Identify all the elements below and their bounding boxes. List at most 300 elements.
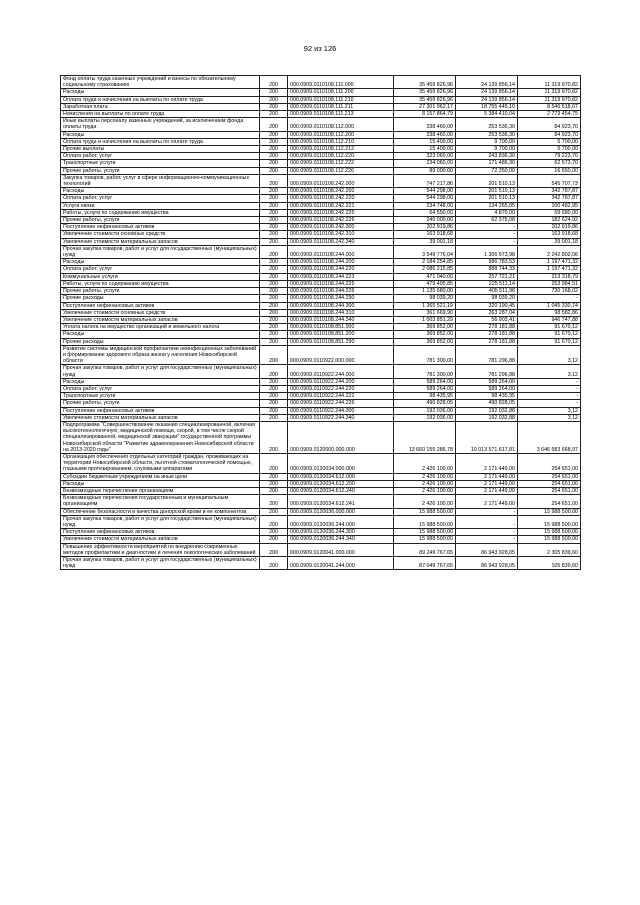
table-row <box>61 103 581 110</box>
table-row <box>61 302 581 309</box>
row-approved-cell: 1 003 851,29 <box>394 316 456 323</box>
row-executed-cell: 171 486,30 <box>456 160 518 167</box>
row-name-cell: Прочие расходы <box>61 295 260 302</box>
row-approved-cell: 589 264,00 <box>394 385 456 392</box>
row-approved-cell: 338 460,00 <box>394 118 456 131</box>
row-executed-cell: 201 510,13 <box>456 174 518 187</box>
row-name-cell: Увеличение стоимости материальных запасов <box>61 414 260 421</box>
row-kbk-cell: 000.0909.0110108.244.290 <box>288 295 394 302</box>
row-kbk-cell: 000.0909.0110108.112.200 <box>288 131 394 138</box>
row-code-cell: 200 <box>260 393 288 400</box>
table-row <box>61 508 581 515</box>
row-unexecuted-cell: 254 651,00 <box>518 487 581 494</box>
row-code-cell: 200 <box>260 238 288 245</box>
row-executed-cell: 2 171 449,00 <box>456 473 518 480</box>
table-row <box>61 118 581 131</box>
row-executed-cell: 201 510,13 <box>456 188 518 195</box>
table-row <box>61 89 581 96</box>
row-kbk-cell: 000.0909.0110108.242.310 <box>288 231 394 238</box>
row-approved-cell: 13 660 155 286,78 <box>394 421 456 453</box>
table-row <box>61 529 581 536</box>
row-name-cell: Подпрограмма "Совершенствование оказания специализированной, включая высокотехнологичную, медицинской помощи, скорой, в том числе скорой специализированной, медицинской эвакуации" государственной программы Новосибирской области "Развитие здравоохранения Новосибирской области на 2013-2020 годы" <box>61 421 260 453</box>
row-unexecuted-cell: 2 242 802,06 <box>518 245 581 258</box>
row-approved-cell: 192 036,00 <box>394 407 456 414</box>
row-name-cell: Расходы <box>61 89 260 96</box>
row-kbk-cell: 000.0909.0110108.242.220 <box>288 195 394 202</box>
row-approved-cell: 27 301 962,17 <box>394 103 456 110</box>
table-row <box>61 160 581 167</box>
row-executed-cell: 986 783,53 <box>456 259 518 266</box>
row-kbk-cell: 000.0909.0110922.244.222 <box>288 393 394 400</box>
table-row <box>61 266 581 273</box>
row-kbk-cell: 000.0909.0110108.112.000 <box>288 118 394 131</box>
row-unexecuted-cell: 163 918,68 <box>518 231 581 238</box>
row-executed-cell: 134 265,05 <box>456 202 518 209</box>
row-code-cell: 200 <box>260 473 288 480</box>
row-executed-cell: 86 943 928,05 <box>456 557 518 570</box>
row-code-cell: 200 <box>260 309 288 316</box>
row-name-cell: Оплата работ, услуг <box>61 153 260 160</box>
row-name-cell: Прочая закупка товаров, работ и услуг для государственных (муниципальных) нужд <box>61 557 260 570</box>
row-kbk-cell: 000.0909.0110108.242.221 <box>288 202 394 209</box>
table-row <box>61 217 581 224</box>
row-approved-cell: 589 264,00 <box>394 378 456 385</box>
row-executed-cell: 278 181,88 <box>456 331 518 338</box>
row-name-cell: Поступление нефинансовых активов <box>61 529 260 536</box>
row-unexecuted-cell: 11 319 970,82 <box>518 96 581 103</box>
row-kbk-cell: 000.0909.0120034.000.000 <box>288 453 394 473</box>
row-approved-cell: 98 039,20 <box>394 295 456 302</box>
row-approved-cell: 8 157 864,79 <box>394 111 456 118</box>
row-executed-cell: 5 384 410,04 <box>456 111 518 118</box>
row-unexecuted-cell: 342 787,87 <box>518 188 581 195</box>
row-unexecuted-cell: 1 197 471,32 <box>518 259 581 266</box>
table-row <box>61 495 581 508</box>
row-unexecuted-cell: 100 482,95 <box>518 202 581 209</box>
row-executed-cell: 192 032,88 <box>456 407 518 414</box>
row-approved-cell: 35 459 826,96 <box>394 96 456 103</box>
row-approved-cell: 369 852,00 <box>394 324 456 331</box>
row-approved-cell: 338 460,00 <box>394 131 456 138</box>
row-name-cell: Расходы <box>61 378 260 385</box>
row-approved-cell: 35 459 826,96 <box>394 76 456 89</box>
row-kbk-cell: 000.0909.0120041.244.000 <box>288 557 394 570</box>
table-row <box>61 385 581 392</box>
row-kbk-cell: 000.0909.0120036.244.000 <box>288 515 394 528</box>
row-executed-cell: - <box>456 508 518 515</box>
row-code-cell: 200 <box>260 131 288 138</box>
row-executed-cell: - <box>456 238 518 245</box>
row-executed-cell: 405 511,98 <box>456 288 518 295</box>
row-unexecuted-cell: - <box>518 385 581 392</box>
row-approved-cell: 15 400,00 <box>394 138 456 145</box>
row-executed-cell: 278 181,88 <box>456 338 518 345</box>
row-executed-cell: 9 700,00 <box>456 146 518 153</box>
row-unexecuted-cell: 11 319 970,82 <box>518 89 581 96</box>
row-executed-cell: 10 013 571 617,81 <box>456 421 518 453</box>
row-approved-cell: 544 298,00 <box>394 188 456 195</box>
row-code-cell: 200 <box>260 138 288 145</box>
row-unexecuted-cell: 79 223,70 <box>518 153 581 160</box>
row-kbk-cell: 000.0909.0120000.000.000 <box>288 421 394 453</box>
table-row <box>61 111 581 118</box>
row-executed-cell: 201 510,13 <box>456 195 518 202</box>
table-row <box>61 174 581 187</box>
table-row <box>61 324 581 331</box>
row-code-cell: 200 <box>260 421 288 453</box>
row-kbk-cell: 000.0909.0110108.851.200 <box>288 331 394 338</box>
row-unexecuted-cell: 98 582,86 <box>518 309 581 316</box>
row-name-cell: Услуги связи <box>61 202 260 209</box>
table-row <box>61 378 581 385</box>
row-executed-cell: 320 190,45 <box>456 302 518 309</box>
row-code-cell: 200 <box>260 96 288 103</box>
row-code-cell: 200 <box>260 89 288 96</box>
row-name-cell: Закупка товаров, работ, услуг в сфере информационно-коммуникационных технологий <box>61 174 260 187</box>
row-executed-cell: 225 511,14 <box>456 280 518 287</box>
row-code-cell: 200 <box>260 188 288 195</box>
row-kbk-cell: 000.0909.0110108.242.340 <box>288 238 394 245</box>
row-approved-cell: 234 748,00 <box>394 202 456 209</box>
row-name-cell: Прочие выплаты <box>61 146 260 153</box>
row-executed-cell: - <box>456 231 518 238</box>
row-name-cell: Оплата работ, услуг <box>61 195 260 202</box>
row-approved-cell: 15 988 500,00 <box>394 515 456 528</box>
row-unexecuted-cell: 91 670,12 <box>518 324 581 331</box>
row-approved-cell: 2 426 100,00 <box>394 480 456 487</box>
row-approved-cell: 361 669,90 <box>394 309 456 316</box>
row-unexecuted-cell: 3,12 <box>518 414 581 421</box>
row-code-cell: 200 <box>260 174 288 187</box>
row-code-cell: 200 <box>260 195 288 202</box>
row-approved-cell: 15 988 500,00 <box>394 536 456 543</box>
row-unexecuted-cell: 15 988 500,00 <box>518 515 581 528</box>
row-code-cell: 200 <box>260 385 288 392</box>
row-approved-cell: 15 988 500,00 <box>394 529 456 536</box>
row-kbk-cell: 000.0909.0110108.112.210 <box>288 138 394 145</box>
row-kbk-cell: 000.0909.0110108.244.226 <box>288 288 394 295</box>
row-kbk-cell: 000.0909.0110108.244.310 <box>288 309 394 316</box>
page-number-header: 92 из 126 <box>303 44 337 53</box>
row-kbk-cell: 000.0909.0110108.112.222 <box>288 160 394 167</box>
row-code-cell: 200 <box>260 245 288 258</box>
row-approved-cell: 89 000,00 <box>394 167 456 174</box>
row-approved-cell: 2 086 215,85 <box>394 266 456 273</box>
row-kbk-cell: 000.0909.0120034.612.000 <box>288 473 394 480</box>
row-unexecuted-cell: 16 650,00 <box>518 167 581 174</box>
row-code-cell: 200 <box>260 103 288 110</box>
row-code-cell: 200 <box>260 160 288 167</box>
row-approved-cell: 471 040,00 <box>394 273 456 280</box>
row-approved-cell: 2 184 254,85 <box>394 259 456 266</box>
table-row <box>61 146 581 153</box>
row-kbk-cell: 000.0909.0110922.244.220 <box>288 385 394 392</box>
row-executed-cell: 98 435,95 <box>456 393 518 400</box>
row-unexecuted-cell: 3,12 <box>518 345 581 365</box>
row-unexecuted-cell: 62 573,70 <box>518 160 581 167</box>
table-row <box>61 295 581 302</box>
row-code-cell: 200 <box>260 302 288 309</box>
row-code-cell: 200 <box>260 76 288 89</box>
row-approved-cell: 15 400,00 <box>394 146 456 153</box>
row-approved-cell: 98 435,95 <box>394 393 456 400</box>
row-name-cell: Прочие работы, услуги <box>61 288 260 295</box>
row-kbk-cell: 000.0909.0110108.244.200 <box>288 259 394 266</box>
table-row <box>61 245 581 258</box>
row-unexecuted-cell: 946 747,88 <box>518 316 581 323</box>
row-executed-cell: 490 828,05 <box>456 400 518 407</box>
row-name-cell: Расходы <box>61 480 260 487</box>
row-kbk-cell: 000.0909.0110108.111.200 <box>288 89 394 96</box>
row-code-cell: 200 <box>260 266 288 273</box>
row-kbk-cell: 000.0909.0110108.851.000 <box>288 324 394 331</box>
row-executed-cell: 2 171 449,00 <box>456 495 518 508</box>
row-name-cell: Коммунальные услуги <box>61 273 260 280</box>
row-name-cell: Развитие системы медицинской профилактики неинфекционных заболеваний и формирование здорового образа жизни у населения Новосибирской области <box>61 345 260 365</box>
row-executed-cell: 253 536,30 <box>456 118 518 131</box>
row-kbk-cell: 000.0909.0120041.000.000 <box>288 543 394 556</box>
row-code-cell: 200 <box>260 338 288 345</box>
row-name-cell: Работы, услуги по содержанию имущества <box>61 280 260 287</box>
table-row <box>61 231 581 238</box>
table-row <box>61 288 581 295</box>
row-code-cell: 200 <box>260 217 288 224</box>
row-name-cell: Расходы <box>61 259 260 266</box>
row-code-cell: 200 <box>260 209 288 216</box>
row-code-cell: 200 <box>260 259 288 266</box>
row-unexecuted-cell: - <box>518 400 581 407</box>
table-row <box>61 557 581 570</box>
row-name-cell: Увеличение стоимости материальных запасов <box>61 536 260 543</box>
table-row <box>61 536 581 543</box>
row-name-cell: Оплата работ, услуг <box>61 385 260 392</box>
row-kbk-cell: 000.0909.0110108.851.290 <box>288 338 394 345</box>
table-row <box>61 96 581 103</box>
row-executed-cell: 263 287,04 <box>456 309 518 316</box>
row-kbk-cell: 000.0909.0110922.244.340 <box>288 414 394 421</box>
row-code-cell: 200 <box>260 324 288 331</box>
row-unexecuted-cell: 254 651,00 <box>518 473 581 480</box>
row-code-cell: 200 <box>260 543 288 556</box>
row-unexecuted-cell: 105 839,60 <box>518 557 581 570</box>
row-approved-cell: 1 135 680,00 <box>394 288 456 295</box>
row-name-cell: Транспортные услуги <box>61 393 260 400</box>
row-approved-cell: 202 919,86 <box>394 224 456 231</box>
row-code-cell: 200 <box>260 224 288 231</box>
row-kbk-cell: 000.0909.0110922.244.226 <box>288 400 394 407</box>
row-code-cell: 200 <box>260 146 288 153</box>
table-row <box>61 473 581 480</box>
table-row <box>61 414 581 421</box>
row-kbk-cell: 000.0909.0110108.111.213 <box>288 111 394 118</box>
row-code-cell: 200 <box>260 345 288 365</box>
table-row <box>61 138 581 145</box>
table-row <box>61 202 581 209</box>
table-row <box>61 280 581 287</box>
row-kbk-cell: 000.0909.0120036.000.000 <box>288 508 394 515</box>
table-row <box>61 393 581 400</box>
row-approved-cell: 35 459 826,96 <box>394 89 456 96</box>
row-kbk-cell: 000.0909.0110108.244.220 <box>288 266 394 273</box>
row-kbk-cell: 000.0909.0110108.242.225 <box>288 209 394 216</box>
row-kbk-cell: 000.0909.0110108.111.000 <box>288 76 394 89</box>
row-executed-cell: 888 744,33 <box>456 266 518 273</box>
row-approved-cell: 2 426 100,00 <box>394 487 456 494</box>
row-unexecuted-cell: 730 168,02 <box>518 288 581 295</box>
row-approved-cell: 2 426 100,00 <box>394 495 456 508</box>
row-approved-cell: 781 300,00 <box>394 345 456 365</box>
row-kbk-cell: 000.0909.0110108.242.200 <box>288 188 394 195</box>
row-unexecuted-cell: 39 001,18 <box>518 238 581 245</box>
row-name-cell: Фонд оплаты труда казенных учреждений и взносы по обязательному социальному страхованию <box>61 76 260 89</box>
table-row <box>61 309 581 316</box>
row-name-cell: Начисления на выплаты по оплате труда <box>61 111 260 118</box>
row-unexecuted-cell: 5 700,00 <box>518 146 581 153</box>
row-unexecuted-cell: 8 546 518,07 <box>518 103 581 110</box>
table-row <box>61 543 581 556</box>
row-executed-cell: 72 350,00 <box>456 167 518 174</box>
table-row <box>61 167 581 174</box>
row-name-cell: Расходы <box>61 188 260 195</box>
row-executed-cell: 24 139 856,14 <box>456 96 518 103</box>
row-code-cell: 200 <box>260 167 288 174</box>
row-approved-cell: 163 918,68 <box>394 231 456 238</box>
row-approved-cell: 490 828,05 <box>394 400 456 407</box>
row-code-cell: 200 <box>260 331 288 338</box>
row-executed-cell: 9 700,00 <box>456 138 518 145</box>
row-unexecuted-cell: 545 707,73 <box>518 174 581 187</box>
row-code-cell: 200 <box>260 280 288 287</box>
row-unexecuted-cell: 15 988 500,00 <box>518 508 581 515</box>
row-code-cell: 200 <box>260 536 288 543</box>
row-name-cell: Прочая закупка товаров, работ и услуг для государственных (муниципальных) нужд <box>61 515 260 528</box>
row-executed-cell: - <box>456 515 518 528</box>
row-unexecuted-cell: 254 651,00 <box>518 453 581 473</box>
row-kbk-cell: 000.0909.0110108.111.211 <box>288 103 394 110</box>
row-kbk-cell: 000.0909.0110108.242.300 <box>288 224 394 231</box>
row-executed-cell: 24 139 856,14 <box>456 76 518 89</box>
row-kbk-cell: 000.0909.0110108.244.223 <box>288 273 394 280</box>
row-code-cell: 200 <box>260 529 288 536</box>
row-executed-cell: 18 755 445,10 <box>456 103 518 110</box>
row-kbk-cell: 000.0909.0110108.244.340 <box>288 316 394 323</box>
budget-execution-table <box>60 75 581 570</box>
row-name-cell: Субсидии бюджетным учреждениям на иные цели <box>61 473 260 480</box>
row-code-cell: 200 <box>260 515 288 528</box>
row-kbk-cell: 000.0909.0110922.000.000 <box>288 345 394 365</box>
row-code-cell: 200 <box>260 400 288 407</box>
row-code-cell: 200 <box>260 508 288 515</box>
table-row <box>61 407 581 414</box>
row-kbk-cell: 000.0909.0110108.244.225 <box>288 280 394 287</box>
row-executed-cell: 192 032,88 <box>456 414 518 421</box>
row-name-cell: Прочие работы, услуги <box>61 167 260 174</box>
row-approved-cell: 89 249 767,65 <box>394 543 456 556</box>
row-unexecuted-cell: 2 305 839,60 <box>518 543 581 556</box>
table-row <box>61 195 581 202</box>
row-approved-cell: 479 495,85 <box>394 280 456 287</box>
row-name-cell: Прочая закупка товаров, работ и услуг для государственных (муниципальных) нужд <box>61 245 260 258</box>
table-row <box>61 365 581 378</box>
row-unexecuted-cell: 3 646 583 668,97 <box>518 421 581 453</box>
row-unexecuted-cell: 5 700,00 <box>518 138 581 145</box>
row-executed-cell: 589 264,00 <box>456 385 518 392</box>
row-name-cell: Оплата труда и начисления на выплаты по оплате труда <box>61 96 260 103</box>
row-unexecuted-cell: 91 670,12 <box>518 331 581 338</box>
row-executed-cell: - <box>456 529 518 536</box>
row-approved-cell: 2 426 100,00 <box>394 473 456 480</box>
row-executed-cell: - <box>456 224 518 231</box>
row-unexecuted-cell: - <box>518 378 581 385</box>
row-name-cell: Уплата налога на имущество организаций и земельного налога <box>61 324 260 331</box>
row-unexecuted-cell: 3,12 <box>518 407 581 414</box>
row-approved-cell: 87 049 767,65 <box>394 557 456 570</box>
table-row <box>61 273 581 280</box>
row-kbk-cell: 000.0909.0110108.244.300 <box>288 302 394 309</box>
row-approved-cell: 15 988 500,00 <box>394 508 456 515</box>
row-executed-cell: 589 264,00 <box>456 378 518 385</box>
row-kbk-cell: 000.0909.0120034.612.241 <box>288 495 394 508</box>
row-name-cell: Поступление нефинансовых активов <box>61 302 260 309</box>
row-executed-cell: 278 181,88 <box>456 324 518 331</box>
row-approved-cell: 2 426 100,00 <box>394 453 456 473</box>
row-unexecuted-cell: - <box>518 393 581 400</box>
table-row <box>61 331 581 338</box>
row-name-cell: Организация обеспечения отдельных категорий граждан, проживающих на территории Новосибирской области, льготной стоматологической помощью, глазными протезированием, слуховыми аппаратами <box>61 453 260 473</box>
row-kbk-cell: 000.0909.0120036.244.340 <box>288 536 394 543</box>
row-unexecuted-cell: 342 787,87 <box>518 195 581 202</box>
row-executed-cell: 243 836,30 <box>456 153 518 160</box>
table-row <box>61 76 581 89</box>
row-executed-cell: 4 870,00 <box>456 209 518 216</box>
table-row <box>61 153 581 160</box>
table-row <box>61 453 581 473</box>
row-name-cell: Увеличение стоимости основных средств <box>61 309 260 316</box>
table-row <box>61 480 581 487</box>
row-executed-cell: 24 139 856,14 <box>456 89 518 96</box>
row-unexecuted-cell: 84 923,70 <box>518 118 581 131</box>
row-unexecuted-cell: 253 984,51 <box>518 280 581 287</box>
row-code-cell: 200 <box>260 118 288 131</box>
row-kbk-cell: 000.0909.0110922.244.000 <box>288 365 394 378</box>
row-approved-cell: 39 001,18 <box>394 238 456 245</box>
row-name-cell: Оплата работ, услуг <box>61 266 260 273</box>
row-unexecuted-cell: 91 670,12 <box>518 338 581 345</box>
row-name-cell: Прочие работы, услуги <box>61 400 260 407</box>
row-unexecuted-cell: 254 651,00 <box>518 480 581 487</box>
row-executed-cell: 86 943 928,05 <box>456 543 518 556</box>
row-kbk-cell: 000.0909.0110108.242.226 <box>288 217 394 224</box>
table-row <box>61 238 581 245</box>
row-approved-cell: 323 060,00 <box>394 153 456 160</box>
row-executed-cell: 257 721,21 <box>456 273 518 280</box>
table-row <box>61 338 581 345</box>
row-name-cell: Увеличение стоимости материальных запасов <box>61 316 260 323</box>
row-code-cell: 200 <box>260 111 288 118</box>
table-row <box>61 316 581 323</box>
row-kbk-cell: 000.0909.0120036.244.300 <box>288 529 394 536</box>
row-executed-cell: 253 536,30 <box>456 131 518 138</box>
row-name-cell: Транспортные услуги <box>61 160 260 167</box>
row-code-cell: 200 <box>260 378 288 385</box>
row-code-cell: 200 <box>260 316 288 323</box>
table-row <box>61 259 581 266</box>
row-executed-cell: 781 296,88 <box>456 365 518 378</box>
row-unexecuted-cell: 15 988 500,00 <box>518 529 581 536</box>
row-unexecuted-cell: 182 624,92 <box>518 217 581 224</box>
row-code-cell: 200 <box>260 365 288 378</box>
row-unexecuted-cell: 15 988 500,00 <box>518 536 581 543</box>
